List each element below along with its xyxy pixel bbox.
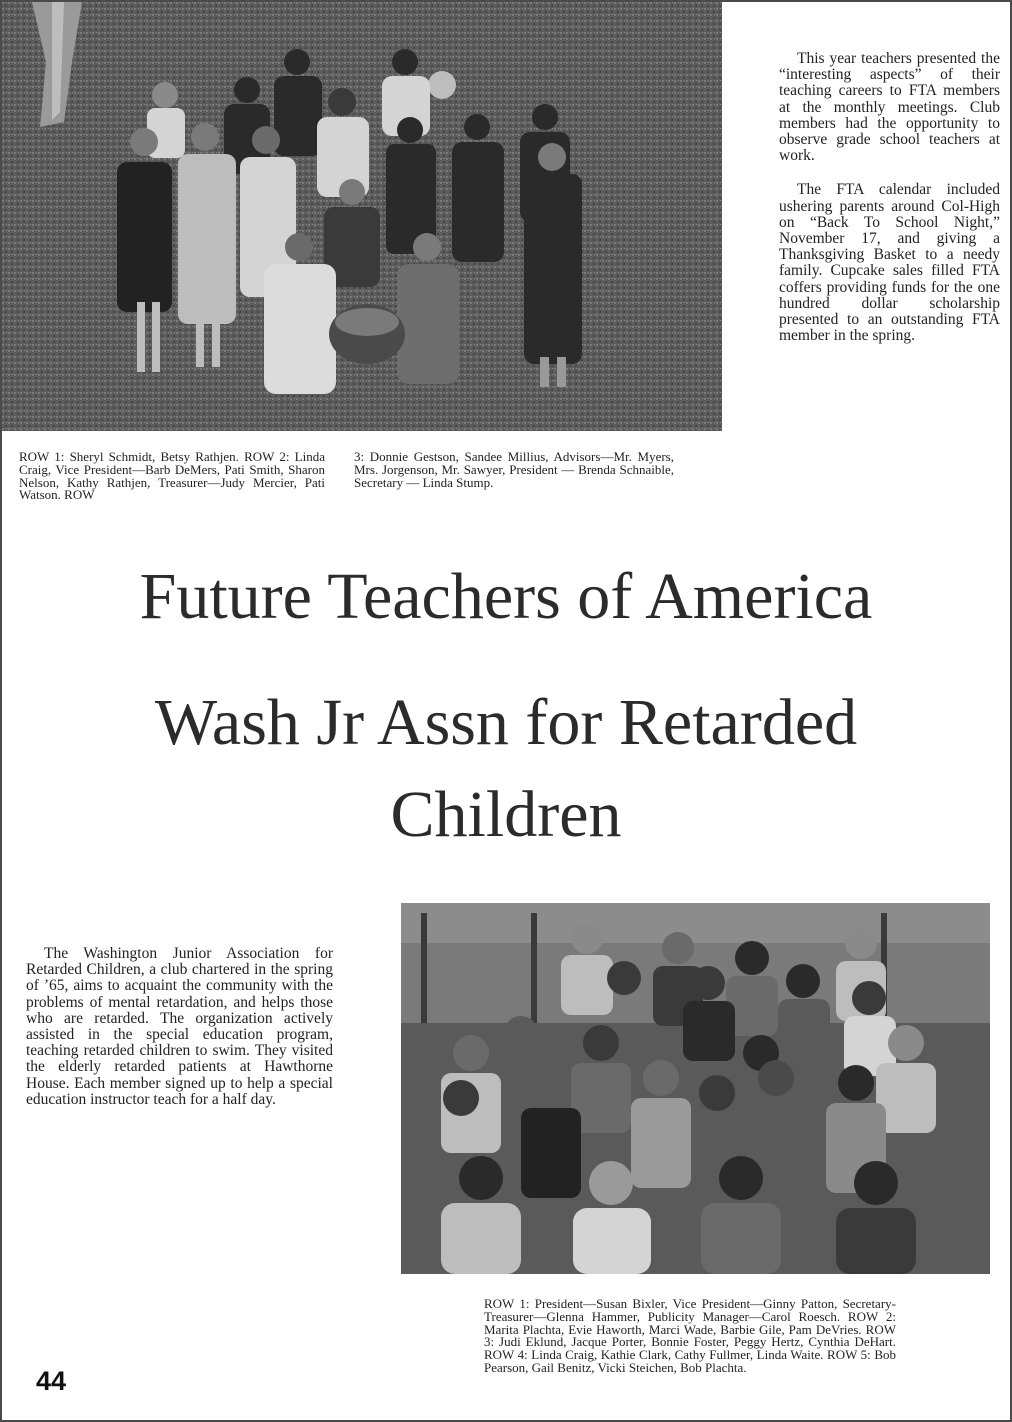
- wjarc-heading-line1: Wash Jr Assn for Retarded: [154, 686, 858, 759]
- wjarc-heading: [0, 686, 1012, 851]
- wjarc-paragraph: The Washington Junior Association for Retarded Children, a club chartered in the spring of ’65, aims to acquaint the community with the problems of mental retardation, and helps those who are retarded. The organization actively assisted in the special education program, teaching retarded children to swim. They visited the elderly retarded patients at Hawthorne House. Each member signed up to help a special education instructor teach for a half day.: [26, 945, 333, 1108]
- fta-paragraph: This year teachers presented the “interesting aspects” of their teaching careers to FTA members at the monthly meetings. Club members had the opportunity to observe grade school teachers at work.: [779, 50, 1000, 165]
- fta-description: [779, 51, 1000, 344]
- wjarc-group-photo: [401, 903, 990, 1274]
- fta-paragraph: The FTA calendar included ushering parents around Col-High on “Back To School Night,” November 17, and giving a Thanksgiving Basket to a needy family. Cupcake sales filled FTA coffers providing funds for the one hundred dollar scholarship presented to an outstanding FTA member in the spring.: [779, 181, 1000, 345]
- fta-heading: Future Teachers of America: [139, 560, 873, 633]
- wjarc-caption: ROW 1: President—Susan Bixler, Vice President—Ginny Patton, Secretary-Treasurer—Glenna Hammer, Publicity Manager—Carol Roesch. ROW 2: Marita Plachta, Evie Haworth, Marci Wade, Barbie Gile, Pam DeVries. ROW 3: Judi Eklund, Jacque Porter, Bonnie Foster, Peggy Hertz, Cynthia DeHart. ROW 4: Linda Craig, Kathie Clark, Cathy Fullmer, Linda Waite. ROW 5: Bob Pearson, Gail Benitz, Vicki Steichen, Bob Plachta.: [484, 1296, 896, 1375]
- wjarc-description: [26, 946, 333, 1108]
- fta-caption-col2: 3: Donnie Gestson, Sandee Millius, Advisors—Mr. Myers, Mrs. Jorgenson, Mr. Sawyer, President — Brenda Schnaible, Secretary — Linda Stump.: [354, 449, 674, 490]
- page-number: 44: [36, 1366, 67, 1396]
- fta-group-photo: [2, 2, 722, 431]
- wjarc-heading-line2: Children: [390, 778, 622, 851]
- fta-caption-col1: ROW 1: Sheryl Schmidt, Betsy Rathjen. ROW 2: Linda Craig, Vice President—Barb DeMers, Pati Smith, Sharon Nelson, Kathy Rathjen, Treasurer—Judy Mercier, Pati Watson. ROW: [19, 449, 325, 503]
